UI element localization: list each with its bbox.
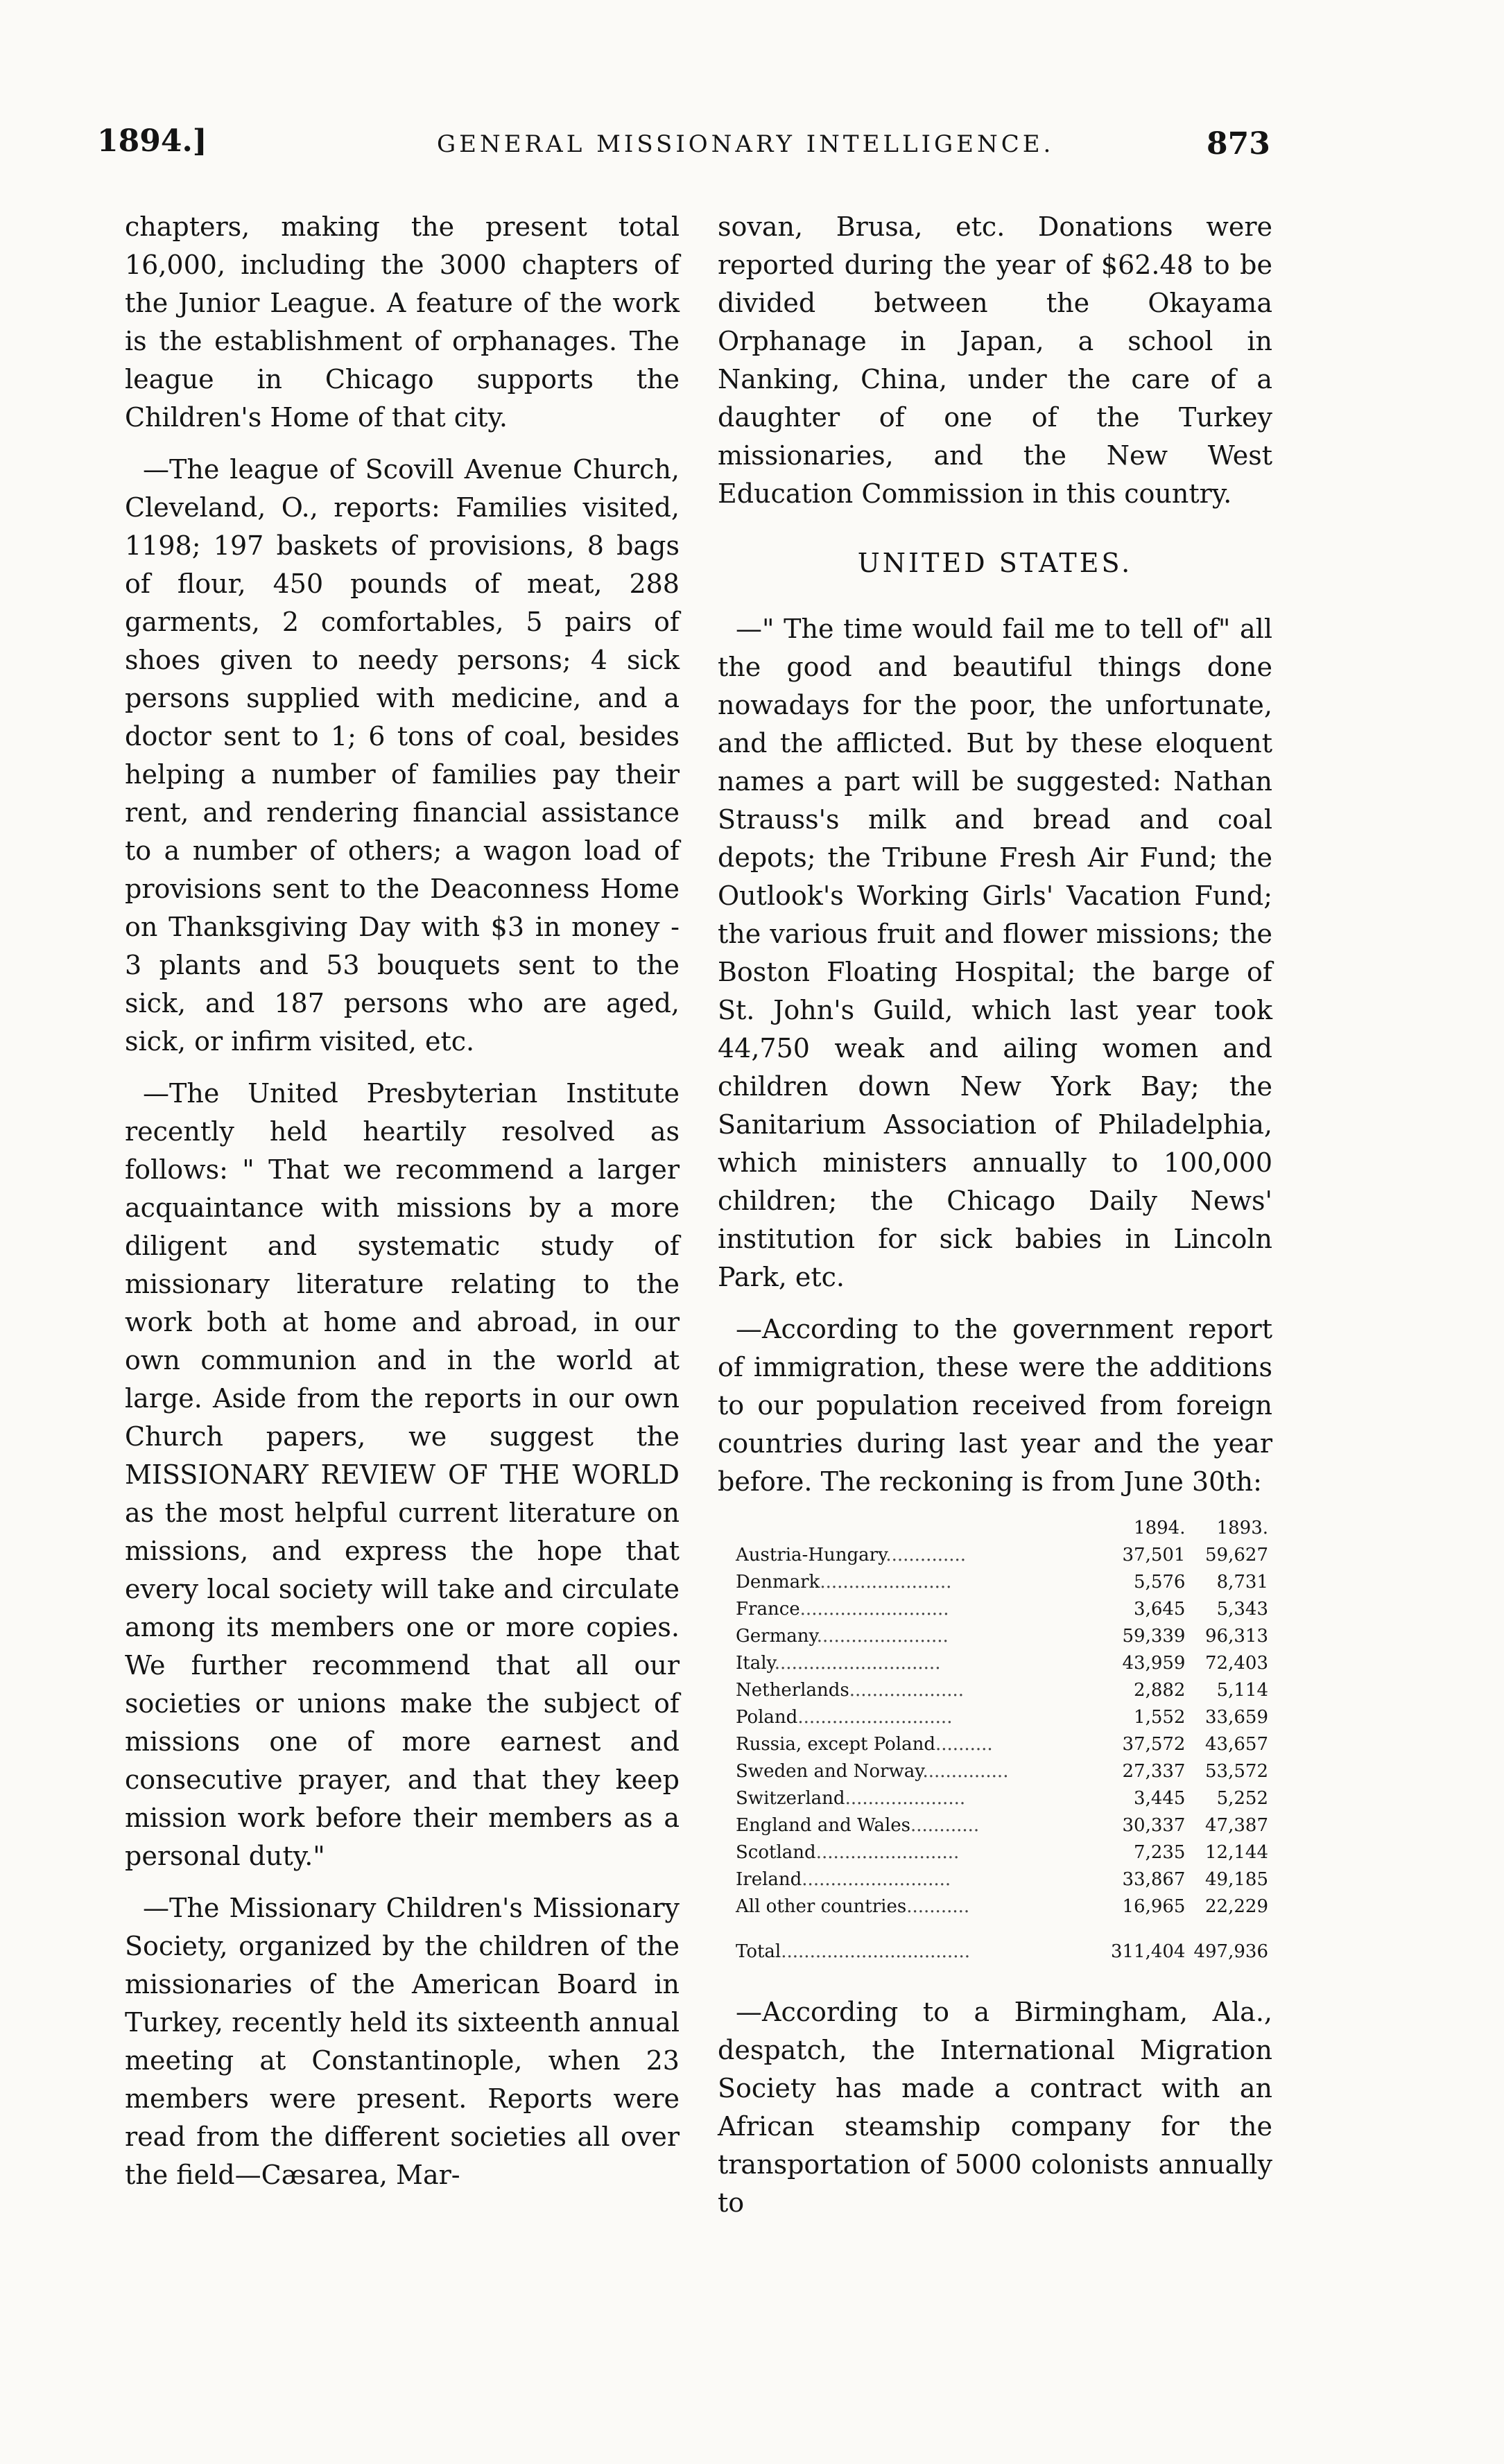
value-1894: 43,959: [1122, 1653, 1186, 1674]
table-row: Denmark....................... 5,576 8,731: [732, 1569, 1272, 1596]
value-1894: 27,337: [1122, 1761, 1186, 1782]
table-row: England and Wales............ 30,337 47,387: [732, 1812, 1272, 1839]
paragraph-charities: —" The time would fail me to tell of" all the good and beautiful things done nowadays for the poor, the unfortunate, and the afflicted. But by these eloquent names a part will be suggested: Nathan Strauss's milk and bread and coal depots; the Tribune Fresh Air Fund; the Outlook's Working Girls' Vacation Fund; the various fruit and flower missions; the Boston Floating Hospital; the barge of St. John's Guild, which last year took 44,750 weak and ailing women and children down New York Bay; the Sanitarium Association of Philadelphia, which ministers annually to 100,000 children; the Chicago Daily News' institution for sick babies in Lincoln Park, etc.: [718, 614, 1272, 1292]
value-1894: 3,445: [1134, 1788, 1186, 1809]
value-1894: 37,572: [1122, 1734, 1186, 1755]
value-1893: 72,403: [1205, 1653, 1268, 1674]
value-1893: 5,252: [1216, 1788, 1268, 1809]
page-header: [97, 123, 1276, 179]
value-1893: 49,185: [1205, 1869, 1268, 1890]
section-heading: UNITED STATES.: [857, 548, 1133, 578]
paragraph-immigration: —According to the government report of immigration, these were the additions to our population received from foreign countries during last year and the year before. The reckoning is from June 30th:: [718, 1314, 1272, 1497]
table-row: Italy............................. 43,959 72,403: [732, 1650, 1272, 1677]
value-1894: 7,235: [1134, 1842, 1186, 1863]
page-number: 873: [1207, 126, 1270, 162]
paragraph-scovill-league: —The league of Scovill Avenue Church, Cleveland, O., reports: Families visited, 1198; 197 baskets of provisions, 8 bags of flour, 450 pounds of meat, 288 garments, 2 comfortables, 5 pairs of shoes given to needy persons; 4 sick persons supplied with medicine, and a doctor sent to 1; 6 tons of coal, besides helping a number of families pay their rent, and rendering financial assistance to a number of others; a wagon load of provisions sent to the Deaconness Home on Thanksgiving Day with $3 in money - 3 plants and 53 bouquets sent to the sick, and 187 persons who are aged, sick, or infirm visited, etc.: [125, 454, 680, 1057]
value-1894: 16,965: [1122, 1896, 1186, 1917]
country-name: Poland: [736, 1707, 798, 1728]
value-1894: 59,339: [1122, 1626, 1186, 1647]
left-column: [125, 208, 680, 2440]
country-name: France: [736, 1599, 800, 1620]
column-header-1893: 1893.: [1216, 1518, 1268, 1538]
table-row: Austria-Hungary.............. 37,501 59,627: [732, 1542, 1272, 1569]
paragraph-missionary-children: —The Missionary Children's Missionary Society, organized by the children of the missionaries of the American Board in Turkey, recently held its sixteenth annual meeting at Constantinople, when 23 members were present. Reports were read from the different societies all over the field—Cæsarea, Mar-: [125, 1893, 680, 2190]
value-1893: 47,387: [1205, 1815, 1268, 1836]
table-row: All other countries........... 16,965 22,229: [732, 1893, 1272, 1920]
immigration-table: [732, 1515, 1272, 1966]
value-1893: 59,627: [1205, 1545, 1268, 1565]
country-name: Sweden and Norway: [736, 1761, 923, 1782]
total-1893: 497,936: [1193, 1941, 1268, 1962]
value-1894: 1,552: [1134, 1707, 1186, 1728]
paragraph-migration-society: —According to a Birmingham, Ala., despatch, the International Migration Society has made a contract with an African steamship company for the transportation of 5000 colonists annually to: [718, 1997, 1272, 2218]
value-1894: 33,867: [1122, 1869, 1186, 1890]
value-1893: 53,572: [1205, 1761, 1268, 1782]
country-name: England and Wales: [736, 1815, 911, 1836]
table-row: Sweden and Norway............... 27,337 53,572: [732, 1758, 1272, 1785]
value-1894: 30,337: [1122, 1815, 1186, 1836]
header-year: 1894.]: [97, 123, 207, 159]
value-1893: 5,343: [1216, 1599, 1268, 1620]
table-row: Russia, except Poland.......... 37,572 43,657: [732, 1731, 1272, 1758]
running-title: GENERAL MISSIONARY INTELLIGENCE.: [437, 130, 1055, 158]
value-1894: 2,882: [1134, 1680, 1186, 1701]
country-name: All other countries: [736, 1896, 907, 1917]
value-1893: 5,114: [1216, 1680, 1268, 1701]
column-header-1894: 1894.: [1134, 1518, 1186, 1538]
total-row: Total................................. 311,404 497,936: [732, 1920, 1272, 1966]
table-row: Switzerland..................... 3,445 5,252: [732, 1785, 1272, 1812]
value-1893: 8,731: [1216, 1572, 1268, 1593]
paragraph-united-presbyterian: —The United Presbyterian Institute recently held heartily resolved as follows: " That we recommend a larger acquaintance with missions by a more diligent and systematic study of missionary literature relating to the work both at home and abroad, in our own communion and in the world at large. Aside from the reports in our own Church papers, we suggest the MISSIONARY REVIEW OF THE WORLD as the most helpful current literature on missions, and express the hope that every local society will take and circulate among its members one or more copies. We further recommend that all our societies or unions make the subject of missions one of more earnest and consecutive prayer, and that they keep mission work before their members as a personal duty.": [125, 1078, 680, 1871]
total-1894: 311,404: [1110, 1941, 1186, 1962]
paragraph-chapters: chapters, making the present total 16,000, including the 3000 chapters of the Junior League. A feature of the work is the establishment of orphanages. The league in Chicago supports the Children's Home of that city.: [125, 211, 680, 433]
table-row: Germany....................... 59,339 96,313: [732, 1623, 1272, 1650]
table-row: France.......................... 3,645 5,343: [732, 1596, 1272, 1623]
country-name: Germany: [736, 1626, 817, 1647]
value-1894: 5,576: [1134, 1572, 1186, 1593]
value-1893: 33,659: [1205, 1707, 1268, 1728]
value-1893: 22,229: [1205, 1896, 1268, 1917]
table-row: Scotland......................... 7,235 12,144: [732, 1839, 1272, 1866]
value-1894: 3,645: [1134, 1599, 1186, 1620]
table-row: Netherlands.................... 2,882 5,114: [732, 1677, 1272, 1704]
country-name: Netherlands: [736, 1680, 849, 1701]
value-1893: 43,657: [1205, 1734, 1268, 1755]
table-row: Ireland.......................... 33,867 49,185: [732, 1866, 1272, 1893]
value-1893: 96,313: [1205, 1626, 1268, 1647]
country-name: Scotland: [736, 1842, 816, 1863]
paragraph-donations: sovan, Brusa, etc. Donations were reported during the year of $62.48 to be divided between the Okayama Orphanage in Japan, a school in Nanking, China, under the care of a daughter of one of the Turkey missionaries, and the New West Education Commission in this country.: [718, 211, 1272, 509]
country-name: Italy: [736, 1653, 775, 1674]
value-1894: 37,501: [1122, 1545, 1186, 1565]
table-header-row: [732, 1515, 1272, 1542]
country-name: Switzerland: [736, 1788, 845, 1809]
table-row: Poland........................... 1,552 33,659: [732, 1704, 1272, 1731]
country-name: Ireland: [736, 1869, 802, 1890]
country-name: Denmark: [736, 1572, 820, 1593]
country-name: Austria-Hungary: [736, 1545, 886, 1565]
right-column: [718, 208, 1272, 2440]
value-1893: 12,144: [1205, 1842, 1268, 1863]
country-name: Russia, except Poland: [736, 1734, 936, 1755]
total-label: Total: [736, 1941, 781, 1962]
